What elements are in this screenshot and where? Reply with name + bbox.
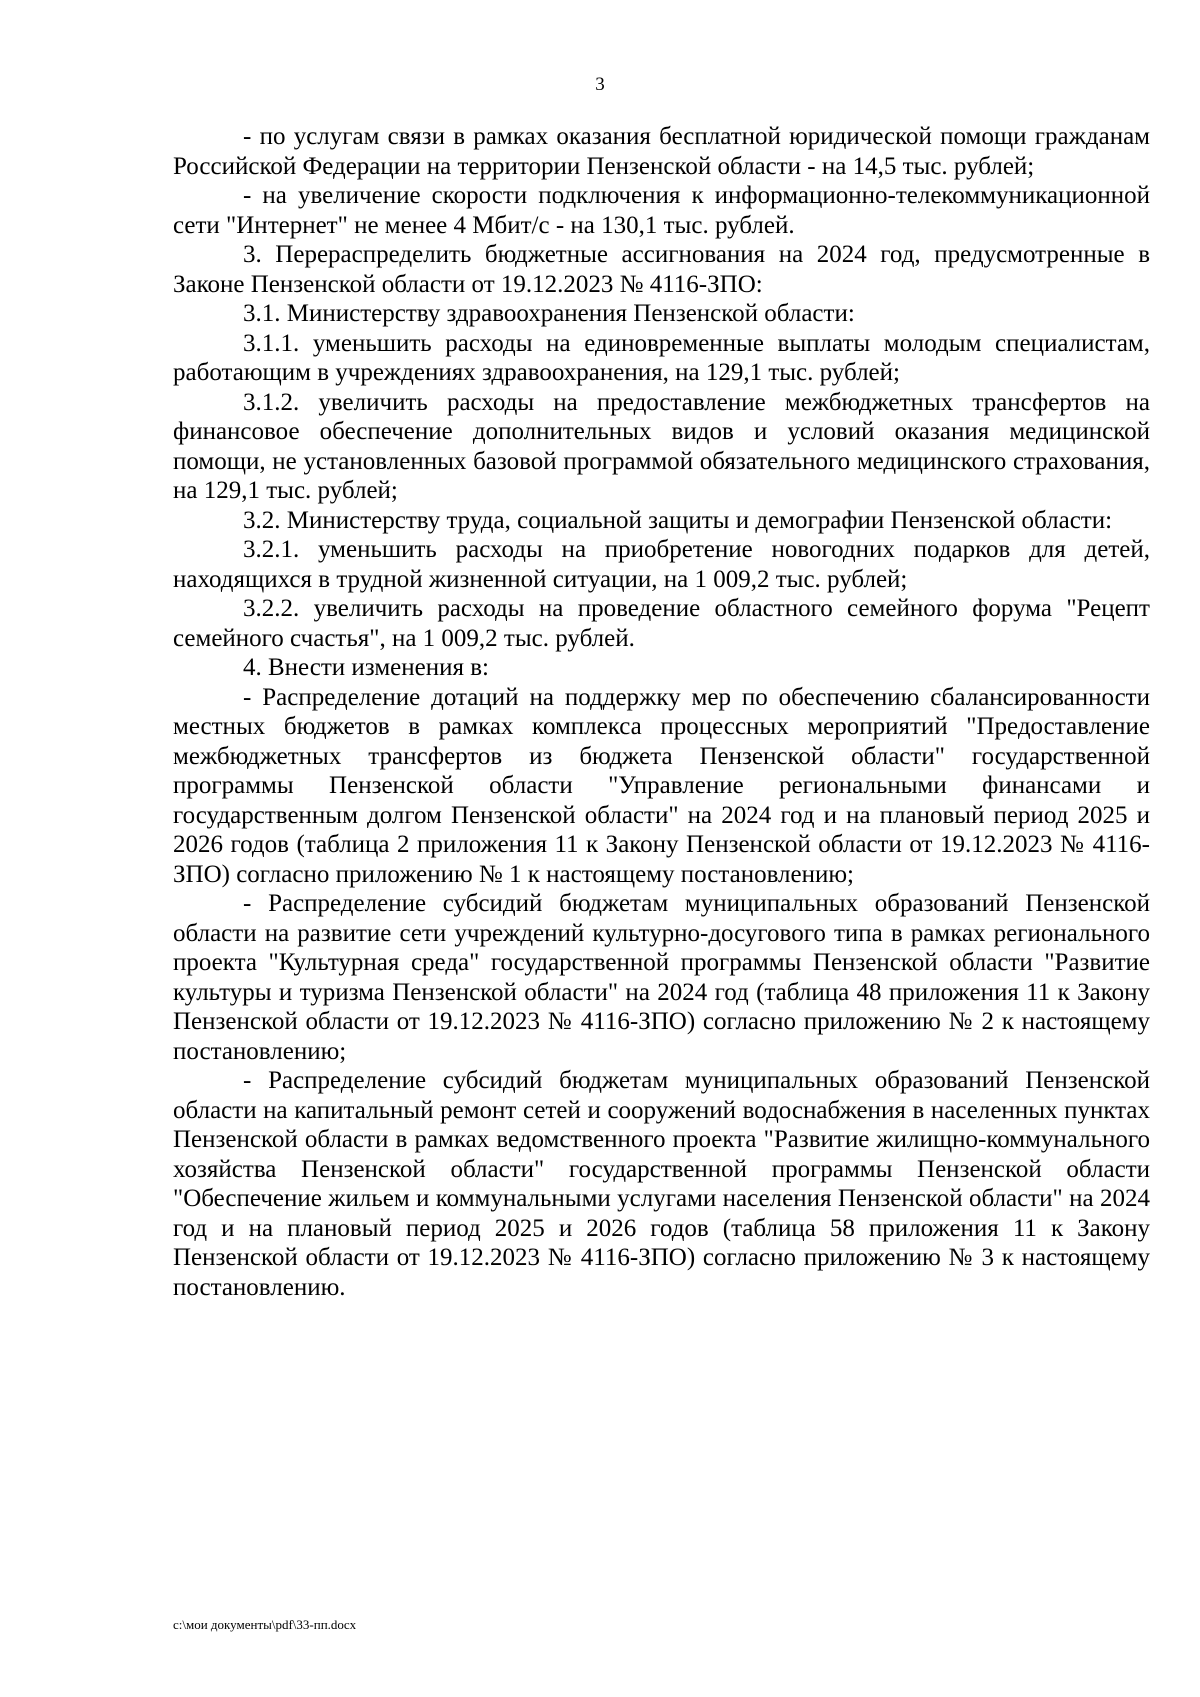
footer-file-path: c:\мои документы\pdf\33-пп.docx — [173, 1617, 357, 1632]
paragraph-section-3-1-2: 3.1.2. увеличить расходы на предоставление межбюджетных трансфертов на финансовое обеспечение дополнительных видов и условий оказания медицинской помощи, не установленных базовой программой обязательного медицинского страхования, на 129,1 тыс. рублей; — [173, 388, 1150, 504]
paragraph-section-4: 4. Внести изменения в: — [243, 654, 489, 681]
paragraph-section-3-2-1: 3.2.1. уменьшить расходы на приобретение новогодних подарков для детей, находящихся в трудной жизненной ситуации, на 1 009,2 тыс. рублей; — [173, 536, 1150, 593]
page-number: 3 — [595, 74, 605, 95]
paragraph-communication-services: - по услугам связи в рамках оказания бесплатной юридической помощи гражданам Российской Федерации на территории Пензенской области - на 14,5 тыс. рублей; — [173, 123, 1150, 180]
paragraph-section-3-2-2: 3.2.2. увеличить расходы на проведение областного семейного форума "Рецепт семейного счастья", на 1 009,2 тыс. рублей. — [173, 595, 1150, 652]
paragraph-subsidies-dotations: - Распределение дотаций на поддержку мер по обеспечению сбалансированности местных бюджетов в рамках комплекса процессных мероприятий "Предоставление межбюджетных трансфертов из бюджета Пензенской области" государственной программы Пензенской области "Управление региональными финансами и государственным долгом Пензенской области" на 2024 год и на плановый период 2025 и 2026 годов (таблица 2 приложения 11 к Закону Пензенской области от 19.12.2023 № 4116-ЗПО) согласно приложению № 1 к настоящему постановлению; — [173, 683, 1150, 888]
paragraph-internet-speed: - на увеличение скорости подключения к информационно-телекоммуникационной сети "Интернет" не менее 4 Мбит/с - на 130,1 тыс. рублей. — [173, 182, 1150, 239]
paragraph-section-3-2: 3.2. Министерству труда, социальной защиты и демографии Пензенской области: — [243, 506, 1113, 534]
paragraph-section-3-1-1: 3.1.1. уменьшить расходы на единовременные выплаты молодым специалистам, работающим в учреждениях здравоохранения, на 129,1 тыс. рублей; — [173, 329, 1150, 386]
paragraph-subsidies-culture: - Распределение субсидий бюджетам муниципальных образований Пензенской области на развитие сети учреждений культурно-досугового типа в рамках регионального проекта "Культурная среда" государственной программы Пензенской области "Развитие культуры и туризма Пензенской области" на 2024 год (таблица 48 приложения 11 к Закону Пензенской области от 19.12.2023 № 4116-ЗПО) согласно приложению № 2 к настоящему постановлению; — [173, 890, 1150, 1065]
paragraph-section-3: 3. Перераспределить бюджетные ассигнования на 2024 год, предусмотренные в Законе Пензенской области от 19.12.2023 № 4116-ЗПО: — [173, 241, 1150, 298]
document-body — [173, 122, 1150, 1302]
paragraph-subsidies-water: - Распределение субсидий бюджетам муниципальных образований Пензенской области на капитальный ремонт сетей и сооружений водоснабжения в населенных пунктах Пензенской области в рамках ведомственного проекта "Развитие жилищно-коммунального хозяйства Пензенской области" государственной программы Пензенской области "Обеспечение жильем и коммунальными услугами населения Пензенской области" на 2024 год и на плановый период 2025 и 2026 годов (таблица 58 приложения 11 к Закону Пензенской области от 19.12.2023 № 4116-ЗПО) согласно приложению № 3 к настоящему постановлению. — [173, 1067, 1150, 1301]
paragraph-section-3-1: 3.1. Министерству здравоохранения Пензенской области: — [243, 300, 855, 327]
